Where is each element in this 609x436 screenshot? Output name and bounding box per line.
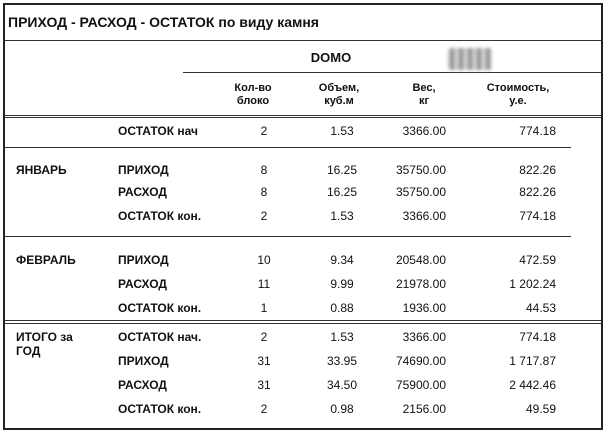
cell-cost: 2 442.46 (509, 378, 556, 392)
cell-volume: 1.53 (330, 209, 354, 223)
column-header-volume (306, 82, 372, 108)
row-label: РАСХОД (118, 185, 167, 199)
cell-cost: 49.59 (525, 402, 556, 416)
cell-cost: 774.18 (519, 124, 556, 138)
row-label: ОСТАТОК кон. (118, 209, 202, 223)
cell-volume: 16.25 (326, 185, 358, 199)
cell-qty: 2 (260, 124, 268, 138)
cell-weight: 35750.00 (395, 185, 446, 199)
cell-cost: 774.18 (519, 209, 556, 223)
period-label-january: ЯНВАРЬ (16, 163, 67, 177)
report-title: ПРИХОД - РАСХОД - ОСТАТОК по виду камня (8, 14, 319, 30)
cell-qty: 11 (257, 277, 271, 291)
cell-weight: 3366.00 (402, 330, 446, 344)
row-label: ОСТАТОК кон. (118, 301, 202, 315)
row-label: ПРИХОД (118, 163, 169, 177)
cell-qty: 10 (257, 253, 271, 267)
redacted-mark (448, 48, 492, 70)
period-label-february: ФЕВРАЛЬ (16, 253, 76, 267)
column-header-weight (384, 82, 464, 108)
cell-qty: 2 (260, 330, 268, 344)
column-header-volume-line1: Объем, (318, 82, 360, 94)
stone-name: DOMO (310, 50, 352, 65)
cell-cost: 1 717.87 (509, 354, 556, 368)
cell-cost: 822.26 (519, 185, 556, 199)
cell-weight: 75900.00 (395, 378, 446, 392)
cell-weight: 74690.00 (395, 354, 446, 368)
column-header-qty-line1: Кол-во (234, 82, 272, 94)
cell-weight: 20548.00 (395, 253, 446, 267)
header-bottom-rule-2 (5, 117, 601, 118)
group-divider-total-2 (5, 323, 601, 324)
cell-volume: 1.53 (330, 124, 354, 138)
row-label: ОСТАТОК нач (118, 124, 198, 138)
column-header-cost-line2: у.е. (509, 95, 527, 107)
cell-volume: 33.95 (326, 354, 358, 368)
period-label-total-line2: ГОД (16, 344, 41, 358)
row-label: ПРИХОД (118, 354, 169, 368)
cell-qty: 31 (257, 354, 271, 368)
period-label-total (16, 330, 73, 358)
column-header-weight-line2: кг (418, 95, 430, 107)
cell-weight: 3366.00 (402, 209, 446, 223)
row-label: ПРИХОД (118, 253, 169, 267)
column-header-volume-line2: куб.м (324, 95, 354, 107)
cell-volume: 16.25 (326, 163, 358, 177)
stone-divider (183, 72, 601, 73)
cell-qty: 2 (260, 402, 268, 416)
cell-weight: 3366.00 (402, 124, 446, 138)
cell-volume: 9.34 (330, 253, 354, 267)
cell-cost: 774.18 (519, 330, 556, 344)
title-divider (5, 40, 601, 41)
cell-volume: 9.99 (330, 277, 354, 291)
cell-cost: 472.59 (519, 253, 556, 267)
cell-weight: 35750.00 (395, 163, 446, 177)
group-divider-total (5, 320, 601, 321)
cell-qty: 8 (260, 163, 268, 177)
cell-volume: 0.98 (330, 402, 354, 416)
cell-qty: 1 (260, 301, 268, 315)
cell-volume: 1.53 (330, 330, 354, 344)
column-header-weight-line1: Вес, (412, 82, 436, 94)
row-label: РАСХОД (118, 378, 167, 392)
cell-cost: 1 202.24 (509, 277, 556, 291)
cell-qty: 31 (257, 378, 271, 392)
cell-volume: 0.88 (330, 301, 354, 315)
period-label-total-line1: ИТОГО за (16, 330, 73, 344)
cell-cost: 822.26 (519, 163, 556, 177)
header-bottom-rule (5, 115, 601, 116)
column-header-cost (470, 82, 566, 108)
cell-qty: 8 (260, 185, 268, 199)
row-label: ОСТАТОК нач. (118, 330, 202, 344)
cell-cost: 44.53 (525, 301, 556, 315)
group-divider-january (5, 147, 571, 148)
column-header-qty (220, 82, 286, 108)
row-label: РАСХОД (118, 277, 167, 291)
column-header-cost-line1: Стоимость, (486, 82, 550, 94)
cell-weight: 2156.00 (402, 402, 446, 416)
cell-qty: 2 (260, 209, 268, 223)
group-divider-february (5, 236, 571, 237)
cell-weight: 1936.00 (402, 301, 446, 315)
row-label: ОСТАТОК кон. (118, 402, 202, 416)
cell-volume: 34.50 (326, 378, 358, 392)
column-header-qty-line2: блоко (236, 95, 270, 107)
cell-weight: 21978.00 (395, 277, 446, 291)
